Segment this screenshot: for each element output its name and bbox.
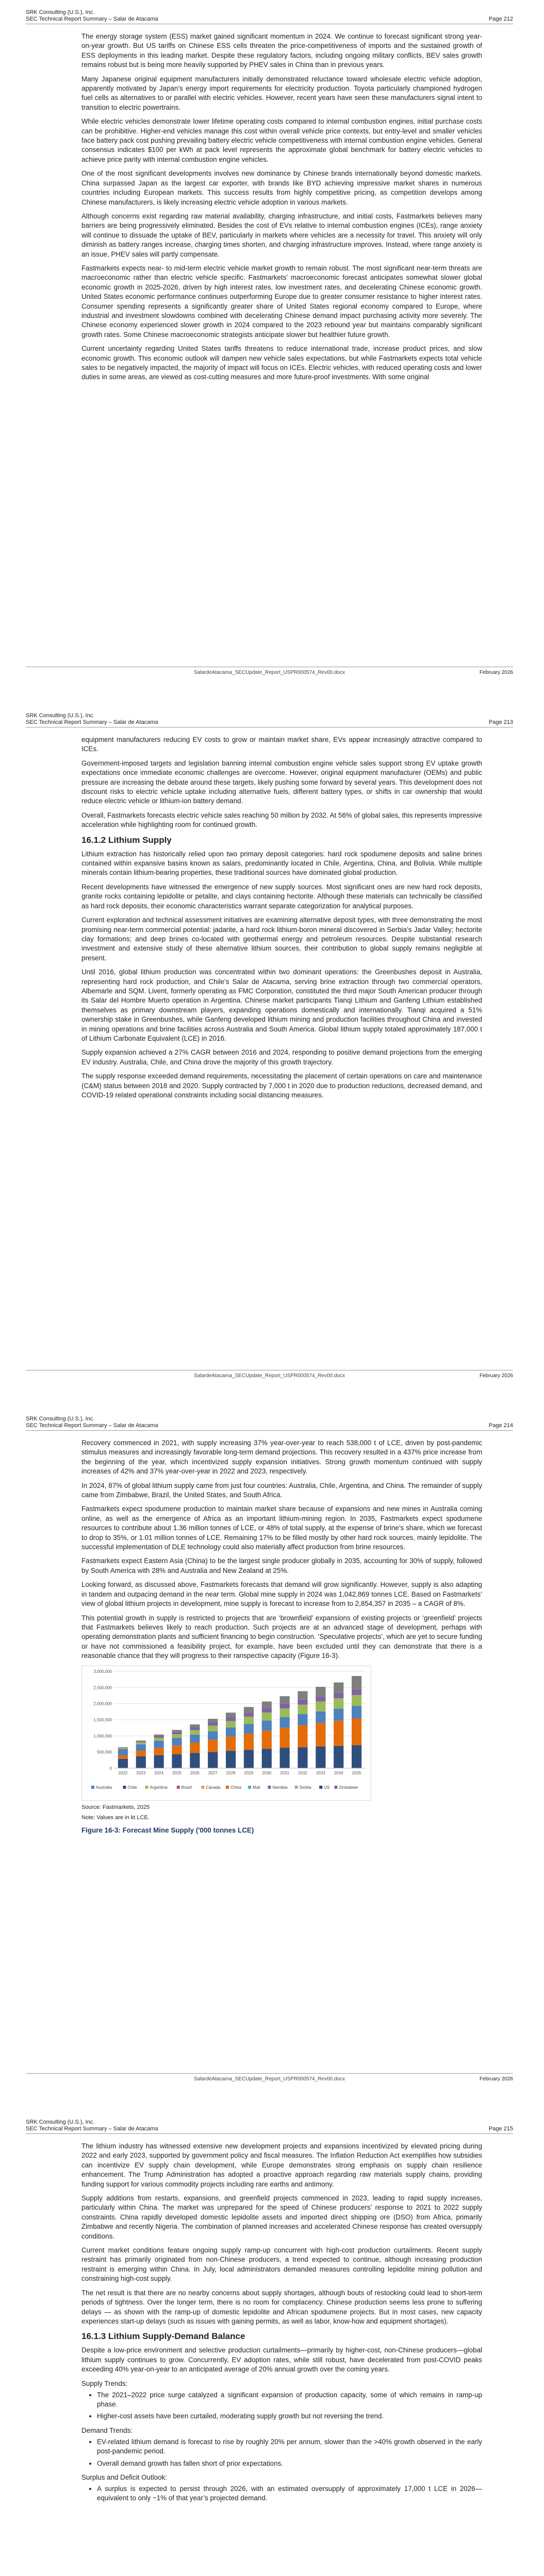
header-divider [26,2133,513,2134]
paragraph: Supply expansion achieved a 27% CAGR between 2016 and 2024, responding to positive demand projections from the emerging EV industry. Australia, Chile, and China drove the majority of this growth trajectory. [81,1048,482,1066]
bar-segment [154,1738,164,1741]
paragraph: Recent developments have witnessed the emergence of new supply sources. Most significant ones are new hard rock deposits, granite rocks containing lepidolite or petalite, and clays containing hectorite. Although these materials can technically be classified as hard rock deposits, their economic characteristics warrant separate categorization for analytical purposes. [81,883,482,910]
bar-segment [136,1740,146,1741]
legend-swatch [226,1786,229,1789]
x-tick-label: 2031 [280,1770,290,1775]
paragraph: The net result is that there are no nearby concerns about supply shortages, although bouts of restocking could lead to short-term periods of tightness. Over the longer term, there is no room for complacency. Chinese production seems less prone to suffering delays — as shown with the ramp-up of domestic lepidolite and African spodumene projects. But in most cases, new capacity experiences start-up delays (such as issues with gaining permits, as well as labor, know-how and equipment shortages). [81,2289,482,2325]
x-tick-label: 2030 [262,1770,272,1775]
header-divider [26,1430,513,1431]
x-tick-label: 2026 [190,1770,200,1775]
bar-segment [352,1745,361,1768]
bar-segment [334,1692,343,1698]
bar-segment [244,1712,254,1716]
bar-segment [226,1717,236,1721]
footer-date: February 2026 [479,2076,513,2082]
legend-label: Australia [96,1785,112,1790]
bar-segment [262,1720,272,1731]
paragraph: Supply additions from restarts, expansions, and greenfield projects commenced in 2023, leading to rapid supply increases, particularly within China. The market was unprepared for the speed of Chinese producers’ response to 2021 to 2022 supply constraints. China rapidly developed domestic lepidolite assets and imported direct shipping ore (DSO) from Africa, primarily Zimbabwe and recently Nigeria. The combination of planned increases and accelerated Chinese response has created oversupply conditions. [81,2194,482,2240]
bar-segment [136,1744,146,1751]
paragraph: Until 2016, global lithium production was concentrated within two dominant operations: the Greenbushes deposit in Australia, representing hard rock production, and Chile’s Salar de Atacama, serving brine extraction through two commercial operators, Albemarle and SQM. Livent, formerly operating as FMC Corporation, constituted the third major South American producer through its Salar del Hombre Muerto operation in Argentina. Chinese market participants Tianqi Lithium and Ganfeng Lithium established themselves as primary downstream players, expanding operations domestically and internationally. Tianqi acquired a 51% ownership stake in Greenbushes, while Ganfeng developed lithium mining and production facilities throughout China and invested in mining operations and brine facilities across Australia and South America. Global lithium supply totaled approximately 187,000 t of Lithium Carbonate Equivalent (LCE) in 2016. [81,968,482,1042]
paragraph: The lithium industry has witnessed extensive new development projects and expansions incentivized by elevated pricing during 2022 and early 2023, supported by government policy and fiscal measures. The Inflation Reduction Act exemplifies how subsidies can incentivize EV supply chain development, while Europe demonstrates strong emphasis on supply chain resilience enhancement. The Trump Administration has adopted a proactive approach regarding raw materials supply chains, providing funding support for various commodity projects including rare earths and antimony. [81,2142,482,2188]
page-header [26,9,513,23]
bar-segment [118,1755,128,1758]
paragraph: Looking forward, as discussed above, Fastmarkets forecasts that demand will grow significantly. However, supply is also adapting in tandem and outpacing demand in the near term. Global mine supply in 2024 was 1,042,869 tonnes LCE. Based on Fastmarkets’ view of global lithium projects in development, mine supply is forecast to increase from to 2,854,357 in 2035 – a CAGR of 8%. [81,1581,482,1608]
supply-trends-list [81,2391,482,2421]
paragraph: Lithium extraction has historically relied upon two primary deposit categories: hard rock spodumene deposits and saline brines contained within expansive basins known as salars, predominantly located in Chile, Argentina, China, and Bolivia. While multiple minerals contain lithium-bearing properties, these traditional sources have dominated global production. [81,850,482,877]
bar-segment [334,1708,343,1721]
bar-segment [190,1753,200,1768]
page-215 [0,2110,544,2576]
paragraph: Fastmarkets expect Eastern Asia (China) to be the largest single producer globally in 2035, accounting for 30% of supply, followed by South America with 28% and Australia and New Zealand at 25%. [81,1557,482,1574]
bar-segment [262,1708,272,1713]
paragraph: While electric vehicles demonstrate lower lifetime operating costs compared to internal combustion engines, initial purchase costs can be prohibitive. Higher-end vehicles manage this cost within overall vehicle price contexts, but entry-level and smaller vehicles face battery pack cost pushing prevailing battery electric vehicle competitiveness with internal combustion engine vehicles. General consensus indicates $100 per kWh at pack level represents the approximate global benchmark for battery electric vehicles to achieve price parity with internal combustion engine vehicles. [81,117,482,163]
bar-segment [262,1749,272,1768]
bar-segment [208,1725,218,1731]
y-tick-label: 500,000 [97,1750,112,1755]
figure-note: Note: Values are in kt LCE. [81,1814,150,1821]
bar-segment [172,1754,182,1768]
header-report: SEC Technical Report Summary – Salar de Atacama [26,16,158,22]
bar-segment [118,1747,128,1748]
legend-label: Argentina [150,1785,168,1790]
paragraph: Fastmarkets expects near- to mid-term electric vehicle market growth to remain robust. The most significant near-term threats are macroeconomic rather than electric vehicle specific. Fastmarkets’ macroeconomic forecast anticipates somewhat slower global economic growth in 2025-2026, driven by high interest rates, low investment rates, and decelerating Chinese economic growth. United States economic performance continues outperforming Europe due to greater consumer resistance to higher interest rates. Consumer spending represents a significantly greater share of United States regional economy compared to Europe, where industrial and investment slowdowns combined with decelerating Chinese demand impact purchasing activity more severely. The Chinese economy experienced slower growth in 2024 compared to the 2023 rebound year but maintains comparably significant growth rates. Some Chinese macroeconomic strategists anticipate slower but healthier future growth. [81,264,482,338]
bar-segment [208,1719,218,1722]
paragraph: Fastmarkets expect spodumene production to maintain market share because of expansions and new mines in Australia coming online, as well as the emergence of Africa as an important lithium-mining region. In 2035, Fastmarkets expect spodumene resources to contribute about 1.36 million tonnes of LCE, or 48% of total supply, at the expense of brine’s share, which we forecast to drop to 35%, or 1.01 million tonnes of LCE. Remaining 17% to be filled mostly by other hard rock sources, mainly lepidolite. The successful implementation of DLE technology could also materially affect production from brine resources. [81,1505,482,1551]
bar-segment [226,1751,236,1768]
legend-label: Chile [127,1785,137,1790]
bar-segment [226,1727,236,1737]
legend-swatch [145,1786,148,1789]
bar-segment [172,1732,182,1734]
bar-segment [280,1748,290,1768]
header-company: SRK Consulting (U.S.), Inc. [26,1416,95,1422]
list-item: • The 2021–2022 price surge catalyzed a significant expansion of production capacity, some of which remains in ramp-up phase. [97,2391,482,2410]
x-tick-label: 2027 [208,1770,218,1775]
paragraph: One of the most significant developments involves new dominance by Chinese brands internationally beyond domestic markets. China surpassed Japan as the largest car exporter, with brands like BYD achieving impressive market shares in numerous countries including European markets. This success results from highly competitive pricing, as competition develops among Chinese manufacturers, is likely increasing electric vehicle adoption in various markets. [81,170,482,206]
paragraph: equipment manufacturers reducing EV costs to grow or maintain market share, EVs appear increasingly attractive compared to ICEs. [81,736,482,753]
paragraph: Current market conditions feature ongoing supply ramp-up concurrent with high-cost production curtailments. Recent supply restraint has primarily originated from non-Chinese producers, a trend expected to continue, although increasing production restraint is emerging within China. In July, local administrators demanded measures controlling lepidolite mining pollution and constraining high-cost supply. [81,2246,482,2283]
y-tick-label: 1,500,000 [93,1717,112,1722]
bar-segment [262,1731,272,1749]
bar-segment [226,1736,236,1751]
bar-segment [136,1742,146,1744]
figure-caption: Figure 16-3: Forecast Mine Supply ('000 tonnes LCE) [81,1826,254,1834]
page-header [26,713,513,726]
bar-segment [316,1747,325,1768]
chart-svg [82,1666,371,1800]
x-tick-label: 2035 [352,1770,361,1775]
paragraph: Many Japanese original equipment manufacturers initially demonstrated reluctance toward wholesale electric vehicle adoption, apparently motivated by Japan’s energy import requirements for electricity production. Toyota particularly championed hydrogen fuel cells as alternatives to or parallel with electric vehicles. However, recent years have seen these manufacturers signal intent to transition to electric powertrains. [81,75,482,111]
bar-segment [298,1714,307,1725]
page-header [26,1416,513,1429]
legend-swatch [201,1786,204,1789]
list-item: • Higher-cost assets have been curtailed, moderating supply growth but not reversing the trend. [97,2412,482,2421]
bar-segment [352,1689,361,1695]
page-212 [0,0,544,703]
bar-segment [316,1711,325,1723]
header-company: SRK Consulting (U.S.), Inc. [26,713,95,719]
bar-segment [172,1745,182,1754]
bar-segment [226,1721,236,1727]
bar-segment [280,1696,290,1703]
y-tick-label: 1,000,000 [93,1733,112,1738]
bar-segment [208,1739,218,1752]
list-item: • A surplus is expected to persist through 2026, with an estimated oversupply of approximately 17,000 t LCE in 2026—equivalent to only ~1% of that year’s projected demand. [97,2484,482,2503]
legend-label: Brazil [181,1785,192,1790]
legend-swatch [123,1786,126,1789]
page-number: Page 214 [488,1422,513,1429]
bar-segment [172,1730,182,1732]
paragraph: In 2024, 87% of global lithium supply came from just four countries: Australia, Chile, Argentina, and China. The remainder of supply came from Zimbabwe, Brazil, the United States, and South Africa. [81,1481,482,1499]
bar-segment [262,1712,272,1720]
bar-segment [244,1733,254,1749]
legend-swatch [177,1786,180,1789]
paragraph: Overall, Fastmarkets forecasts electric vehicle sales reaching 50 million by 2032. At 56% of global sales, this represents impressive acceleration while highlighting room for continued growth. [81,811,483,829]
paragraph: Government-imposed targets and legislation banning internal combustion engine vehicle sales support strong EV uptake growth expectations once immediate economic challenges are overcome. However, original equipment manufacturer (OEMs) and public pressure are increasing the debate around these targets, likely pushing some forward by several years. This development does not discount risks to electric vehicle uptake including alternative fuels, different battery types, or shifts in car ownership that would reduce electric vehicle or lithium-ion battery demand. [81,759,482,805]
demand-trends-list [81,2437,482,2468]
bar-segment [118,1748,128,1749]
bar-segment [280,1717,290,1728]
surplus-label: Surplus and Deficit Outlook: [81,2473,167,2481]
bar-segment [316,1701,325,1711]
bar-segment [208,1731,218,1740]
legend-swatch [295,1786,298,1789]
paragraph: This potential growth in supply is restricted to projects that are ‘brownfield’ expansions of existing projects or ‘greenfield’ projects that Fastmarkets believes likely to reach production. Such projects are at an advanced stage of development, perhaps with operating demonstration plants and sufficient financing to begin construction. ‘Speculative projects’, which are yet to secure funding or have not commissioned a feasibility project, for example, have been excluded until they can demonstrate that there is a reasonable chance that they will progress to their ranspective capacity (Figure 16-3). [81,1614,482,1660]
bar-segment [334,1698,343,1708]
page-footer [26,670,513,675]
bar-segment [352,1695,361,1706]
bar-segment [280,1727,290,1748]
bar-segment [316,1696,325,1701]
bar-segment [154,1740,164,1748]
page-213 [0,703,544,1406]
legend-label: US [324,1785,330,1790]
bar-segment [190,1734,200,1742]
bar-segment [352,1718,361,1745]
list-item: • EV-related lithium demand is forecast to rise by roughly 20% per annum, slower than the >40% growth observed in the early post-pandemic period. [97,2437,482,2456]
legend-label: Canada [206,1785,221,1790]
legend-label: Mali [253,1785,260,1790]
x-tick-label: 2025 [172,1770,182,1775]
legend-label: China [230,1785,241,1790]
bar-segment [118,1749,128,1755]
page-body [81,32,482,387]
y-tick-label: 0 [109,1766,112,1771]
bar-segment [172,1738,182,1745]
bar-segment [316,1723,325,1747]
bar-segment [190,1724,200,1727]
footer-date: February 2026 [479,1373,513,1379]
x-tick-label: 2029 [244,1770,254,1775]
bar-segment [334,1682,343,1692]
footer-date: February 2026 [479,670,513,675]
page-number: Page 212 [488,16,513,22]
page-footer [26,2076,513,2082]
bar-segment [352,1676,361,1689]
x-tick-label: 2024 [154,1770,164,1775]
page-214 [0,1406,544,2110]
footer-filename: SalardeAtacama_SECUpdate_Report_USPR000574_Rev00.docx [194,670,345,675]
bar-segment [226,1713,236,1717]
bar-segment [154,1734,164,1736]
bar-segment [280,1703,290,1708]
y-tick-label: 2,500,000 [93,1685,112,1690]
bar-segment [280,1708,290,1717]
page-body [81,735,482,1105]
bar-segment [244,1717,254,1724]
legend-swatch [91,1786,94,1789]
bar-segment [298,1704,307,1714]
x-tick-label: 2032 [298,1770,307,1775]
figure-source: Source: Fastmarkets, 2025 [81,1804,150,1810]
legend-swatch [319,1786,322,1789]
legend-label: Zimbabwe [339,1785,358,1790]
surplus-list [81,2484,482,2503]
bar-segment [190,1742,200,1753]
legend-swatch [248,1786,251,1789]
demand-trends-label: Demand Trends: [81,2426,133,2434]
page-number: Page 213 [488,719,513,725]
footer-filename: SalardeAtacama_SECUpdate_Report_USPR000574_Rev00.docx [194,1373,345,1379]
header-company: SRK Consulting (U.S.), Inc. [26,2119,95,2125]
bar-segment [334,1745,343,1768]
bar-segment [298,1691,307,1699]
section-heading: 16.1.2 Lithium Supply [81,835,172,845]
bar-segment [118,1758,128,1768]
page-footer [26,1373,513,1379]
page-body [81,2142,482,2507]
supply-trends-label: Supply Trends: [81,2379,128,2387]
header-report: SEC Technical Report Summary – Salar de Atacama [26,719,158,725]
y-tick-label: 3,000,000 [93,1669,112,1674]
bar-segment [262,1701,272,1708]
bar-segment [154,1736,164,1737]
page-number: Page 215 [488,2126,513,2132]
bar-segment [190,1730,200,1735]
bar-segment [208,1752,218,1768]
paragraph: Despite a low-price environment and selective production curtailments—primarily by higher-cost, non-Chinese producers—global lithium supply continues to grow. Concurrently, EV adoption rates, while still robust, have decelerated from post-COVID peaks exceeding 40% year-on-year to an anticipated average of 20% annual growth over the coming years. [81,2346,482,2374]
footer-filename: SalardeAtacama_SECUpdate_Report_USPR000574_Rev00.docx [194,2076,345,2082]
paragraph: Current uncertainty regarding United States tariffs threatens to reduce international trade, increase product prices, and slow economic growth. This economic outlook will dampen new vehicle sales expectations, but while Fastmarkets expects total vehicle sales to be negatively impacted, the majority of impact will focus on ICEs. Electric vehicles, with reduced operating costs and lower duties in some areas, are viewed as cost-cutting measures and more future-proof investments. With some original [81,345,482,381]
bar-segment [154,1748,164,1755]
x-tick-label: 2033 [316,1770,325,1775]
bar-segment [316,1687,325,1696]
x-tick-label: 2034 [334,1770,343,1775]
x-tick-label: 2028 [226,1770,236,1775]
bar-segment [172,1734,182,1738]
header-company: SRK Consulting (U.S.), Inc. [26,9,95,15]
bar-segment [136,1756,146,1768]
paragraph: The supply response exceeded demand requirements, necessitating the placement of certain operations on care and maintenance (C&M) status between 2018 and 2020. Supply contracted by 7,000 t in 2020 due to production reductions, decreased demand, and COVID-19 related operational constraints including social distancing measures. [81,1072,482,1099]
paragraph: Current exploration and technical assessment initiatives are examining alternative deposit types, with three demonstrating the most promising near-term commercial potential: jadarite, a hard rock lithium-boron mineral discovered in Serbia’s Jadar Valley; hectorite clay formations; and deep brines co-located with geothermal energy and petroleum resources. Despite substantial research investment and extensive study of these alternative lithium sources, their contribution to global supply remains negligible at present. [81,916,482,962]
bar-segment [244,1750,254,1768]
page-header [26,2119,513,2132]
x-tick-label: 2022 [118,1770,128,1775]
paragraph: The energy storage system (ESS) market gained significant momentum in 2024. We continue to forecast significant strong year-on-year growth. But US tariffs on Chinese ESS cells threaten the price-competitiveness of imports and the sustained growth of ESS deployments in this leading market. Despite these regulatory factors, including ongoing military conflicts, BEV sales growth remains robust but is being more heavily supported by PHEV sales in China than in previous years. [81,32,482,69]
legend-swatch [268,1786,271,1789]
footer-divider [26,2073,513,2074]
bar-segment [136,1741,146,1742]
x-tick-label: 2023 [136,1770,146,1775]
bar-segment [352,1706,361,1718]
bar-segment [298,1699,307,1704]
y-tick-label: 2,000,000 [93,1701,112,1706]
page-body [81,1438,482,1834]
header-report: SEC Technical Report Summary – Salar de Atacama [26,2126,158,2132]
paragraph: Recovery commenced in 2021, with supply increasing 37% year-over-year to reach 538,000 t of LCE, driven by post-pandemic stimulus measures and increasingly favorable long-term demand projections. This recovery resulted in a 437% price increase from the beginning of the year, which incentivized supply expansion initiatives. Strong growth momentum continued with supply increases of 42% and 37% year-over-year in 2022 and 2023, respectively. [81,1439,482,1476]
legend-swatch [334,1786,337,1789]
legend-label: Namibia [272,1785,288,1790]
bar-segment [136,1751,146,1756]
bar-segment [190,1727,200,1730]
bar-segment [334,1720,343,1745]
bar-segment [298,1725,307,1747]
bar-segment [154,1755,164,1768]
legend-label: Serbia [299,1785,311,1790]
bar-segment [244,1707,254,1713]
bar-segment [244,1724,254,1734]
mine-supply-chart [81,1666,371,1801]
header-report: SEC Technical Report Summary – Salar de Atacama [26,1422,158,1429]
paragraph: Although concerns exist regarding raw material availability, charging infrastructure, and initial costs, Fastmarkets believes many barriers are being progressively eliminated. Besides the cost of EVs relative to internal combustion engines (ICEs), range anxiety will continue to dissuade the uptake of BEV, particularly in markets where vehicles are a necessity for travel. This anxiety will only diminish as battery ranges increase, charging times shorten, and charging infrastructure improves. Instead, where range anxiety is an issue, PHEV sales will partly compensate. [81,212,482,258]
list-item: • Overall demand growth has fallen short of prior expectations. [97,2459,482,2468]
bar-segment [298,1747,307,1768]
bar-segment [208,1722,218,1726]
section-heading: 16.1.3 Lithium Supply-Demand Balance [81,2331,245,2342]
